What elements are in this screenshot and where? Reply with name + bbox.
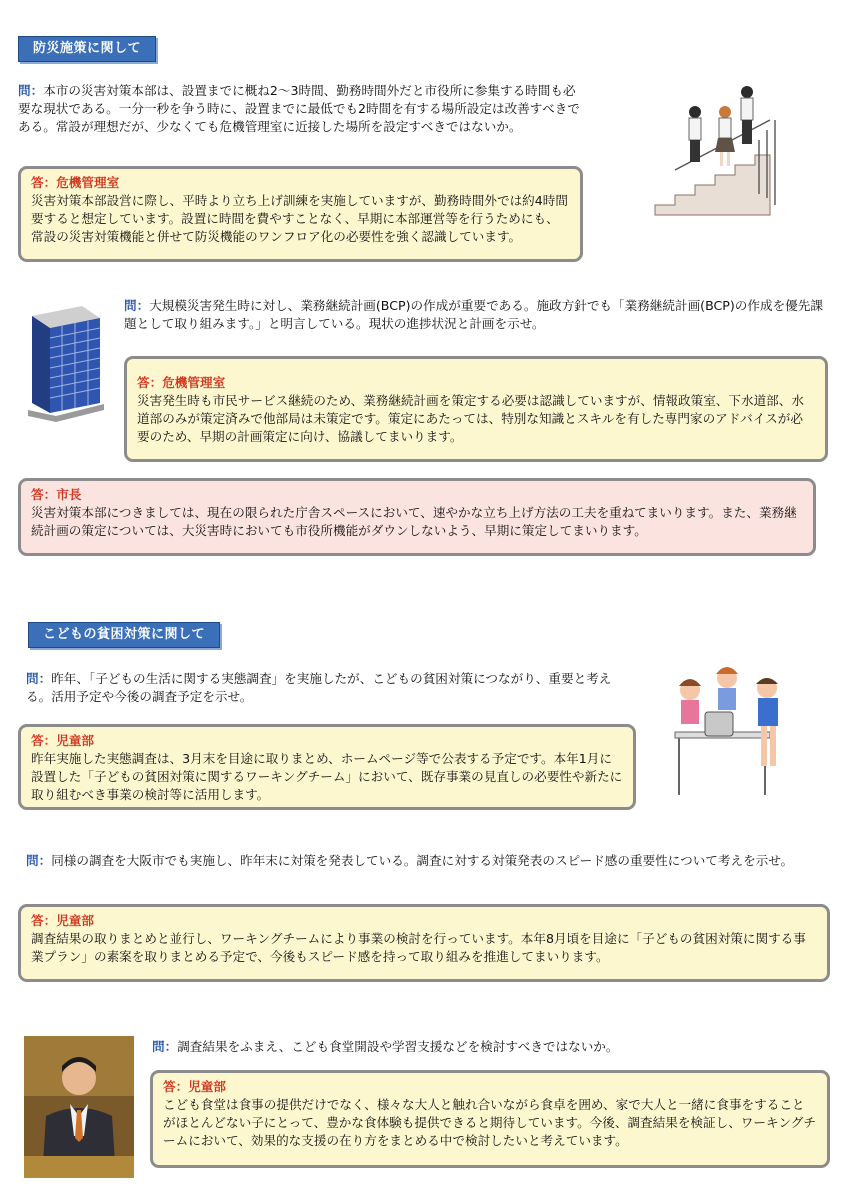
question-text: 本市の災害対策本部は、設置までに概ね2〜3時間、勤務時間外だと市役所に参集する時間も必要な現状である。一分一秒を争う時に、設置までに最低でも2時間を有する場所設定は改善すべきである。常設が理想だが、少なくても危機管理室に近接した場所を設定すべきではないか。 [18,83,580,134]
question-text: 大規模災害発生時に対し、業務継続計画(BCP)の作成が重要である。施政方針でも「業務継続計画(BCP)の作成を優先課題として取り組みます。」と明言している。現状の進捗状況と計画を示せ。 [124,298,823,331]
question-mark: 問 [18,83,31,98]
question-mark: 問 [26,671,39,686]
section-title: 防災施策に関して [33,41,142,56]
office-building-illustration [20,298,110,423]
answer-4 [18,904,830,982]
section-title: こどもの貧困対策に関して [43,627,206,642]
question-text: 同様の調査を大阪市でも実施し、昨年末に対策を発表している。調査に対する対策発表のスピード感の重要性について考えを示せ。 [51,853,794,868]
answer-text: 災害発生時も市民サービス継続のため、業務継続計画を策定する必要は認識していますが、情報政策室、下水道部、水道部のみが策定済みで他部局は未策定です。策定にあたっては、特別な知識とスキルを有した専門家のアドバイスが必要のため、早期の計画策定に向け、協議してまいります。 [137,393,804,444]
answer-responder: 答：児童部 [31,733,94,748]
evacuation-stairs-illustration [645,80,785,220]
question-mark: 問 [124,298,137,313]
section-header-disaster [18,36,156,62]
answer-responder: 答：市長 [31,487,82,502]
question-5: 問：調査結果をふまえ、こども食堂開設や学習支援などを検討すべきではないか。 [152,1039,619,1054]
answer-responder: 答：児童部 [163,1079,226,1094]
answer-3 [18,724,636,810]
answer-responder: 答：危機管理室 [31,175,120,190]
question-text: 昨年、「子どもの生活に関する実態調査」を実施したが、こどもの貧困対策につながり、重要と考える。活用予定や今後の調査予定を示せ。 [26,671,612,704]
children-meal-illustration [665,660,795,800]
answer-5 [150,1070,830,1168]
answer-2-mayor [18,478,816,556]
answer-responder: 答：児童部 [31,913,94,928]
question-text: 調査結果をふまえ、こども食堂開設や学習支援などを検討すべきではないか。 [177,1039,619,1054]
answer-text: 災害対策本部設営に際し、平時より立ち上げ訓練を実施していますが、勤務時間外では約4時間要すると想定しています。設置に時間を費やすことなく、早期に本部運営等を行うためにも、常設の災害対策機能と併せて防災機能のワンフロア化の必要性を強く認識しています。 [31,193,568,244]
question-1: 問：本市の災害対策本部は、設置までに概ね2〜3時間、勤務時間外だと市役所に参集する時間も必要な現状である。一分一秒を争う時に、設置までに最低でも2時間を有する場所設定は改善すべきである。常設が理想だが、少なくても危機管理室に近接した場所を設定すべきではないか。 [18,83,580,134]
answer-responder: 答：危機管理室 [137,375,226,390]
answer-2 [124,356,828,462]
answer-text: 調査結果の取りまとめと並行し、ワーキングチームにより事業の検討を行っています。本年8月頃を目途に「子どもの貧困対策に関する事業プラン」の素案を取りまとめる予定で、今後もスピード感を持って取り組みを推進してまいります。 [31,931,806,964]
answer-text: 災害対策本部につきましては、現在の限られた庁舎スペースにおいて、速やかな立ち上げ方法の工夫を重ねてまいります。また、業務継続計画の策定については、大災害時においても市役所機能がダウンしないよう、早期に策定してまいります。 [31,505,797,538]
section-header-child-poverty [28,622,220,648]
question-mark: 問 [152,1039,165,1054]
question-2: 問：大規模災害発生時に対し、業務継続計画(BCP)の作成が重要である。施政方針でも「業務継続計画(BCP)の作成を優先課題として取り組みます。」と明言している。現状の進捗状況と計画を示せ。 [124,298,823,331]
question-mark: 問 [26,853,39,868]
answer-text: こども食堂は食事の提供だけでなく、様々な大人と触れ合いながら食卓を囲め、家で大人と一緒に食事をすることがほとんどない子にとって、豊かな食体験も提供できると期待しています。今後、調査結果を検証し、ワーキングチームにおいて、効果的な支援の在り方をまとめる中で検討したいと考えています。 [163,1097,816,1148]
answer-1 [18,166,583,262]
question-3: 問：昨年、「子どもの生活に関する実態調査」を実施したが、こどもの貧困対策につながり、重要と考える。活用予定や今後の調査予定を示せ。 [26,671,612,704]
question-4: 問：同様の調査を大阪市でも実施し、昨年末に対策を発表している。調査に対する対策発表のスピード感の重要性について考えを示せ。 [26,853,794,868]
speaker-photo [24,1036,134,1178]
answer-text: 昨年実施した実態調査は、3月末を目途に取りまとめ、ホームページ等で公表する予定です。本年1月に設置した「子どもの貧困対策に関するワーキングチーム」において、既存事業の見直しの必要性や新たに取り組むべき事業の検討等に活用します。 [31,751,623,802]
